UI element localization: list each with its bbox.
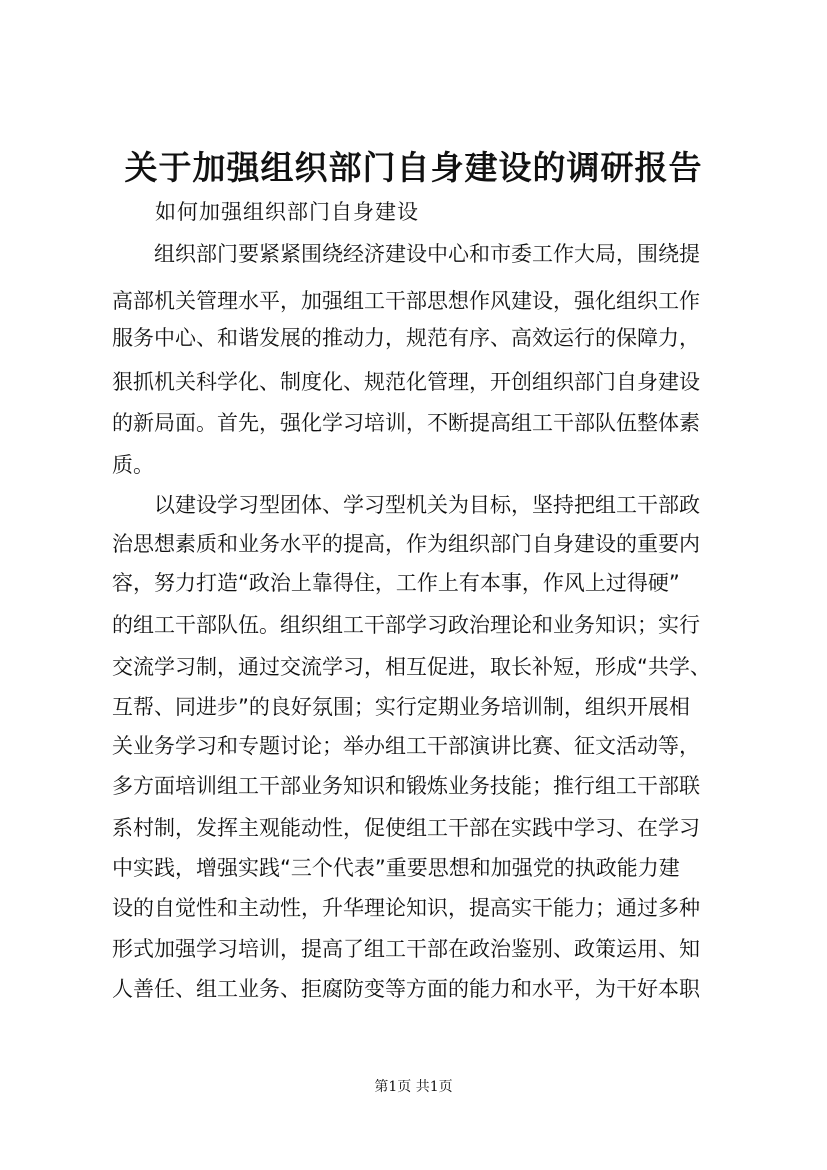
paragraph-line: 以建设学习型团体、学习型机关为目标，坚持把组工干部政 xyxy=(112,493,700,517)
paragraph-line: 的组工干部队伍。组织组工干部学习政治理论和业务知识；实行 xyxy=(112,613,700,637)
paragraph-line: 中实践，增强实践“三个代表”重要思想和加强党的执政能力建 xyxy=(112,856,680,880)
page-footer: 第1页 共1页 xyxy=(374,1079,453,1095)
paragraph-line: 形式加强学习培训，提高了组工干部在政治鉴别、政策运用、知 xyxy=(112,937,700,961)
paragraph-line: 交流学习制，通过交流学习，相互促进，取长补短，形成“共学、 xyxy=(112,655,711,679)
paragraph-line: 服务中心、和谐发展的推动力，规范有序、高效运行的保障力， xyxy=(112,326,700,350)
document-title: 关于加强组织部门自身建设的调研报告 xyxy=(124,148,703,187)
paragraph-line: 互帮、同进步”的良好氛围；实行定期业务培训制，组织开展相 xyxy=(112,695,690,719)
document-subtitle: 如何加强组织部门自身建设 xyxy=(155,200,419,224)
paragraph-line: 组织部门要紧紧围绕经济建设中心和市委工作大局，围绕提 xyxy=(112,242,700,266)
paragraph-line: 高部机关管理水平，加强组工干部思想作风建设，强化组织工作 xyxy=(112,289,700,313)
paragraph-line: 狠抓机关科学化、制度化、规范化管理，开创组织部门自身建设 xyxy=(112,370,700,394)
paragraph-line: 设的自觉性和主动性，升华理论知识，提高实干能力；通过多种 xyxy=(112,896,700,920)
paragraph-line: 的新局面。首先，强化学习培训，不断提高组工干部队伍整体素 xyxy=(112,411,700,435)
paragraph-line: 关业务学习和专题讨论；举办组工干部演讲比赛、征文活动等， xyxy=(112,734,700,758)
paragraph-line: 治思想素质和业务水平的提高，作为组织部门自身建设的重要内 xyxy=(112,532,700,556)
paragraph-line: 容，努力打造“政治上靠得住，工作上有本事，作风上过得硬” xyxy=(112,571,680,595)
paragraph-line: 多方面培训组工干部业务知识和锻炼业务技能；推行组工干部联 xyxy=(112,774,700,798)
paragraph-line: 系村制，发挥主观能动性，促使组工干部在实践中学习、在学习 xyxy=(112,816,700,840)
paragraph-line: 人善任、组工业务、拒腐防变等方面的能力和水平，为干好本职 xyxy=(112,977,700,1001)
paragraph-line: 质。 xyxy=(112,453,154,477)
